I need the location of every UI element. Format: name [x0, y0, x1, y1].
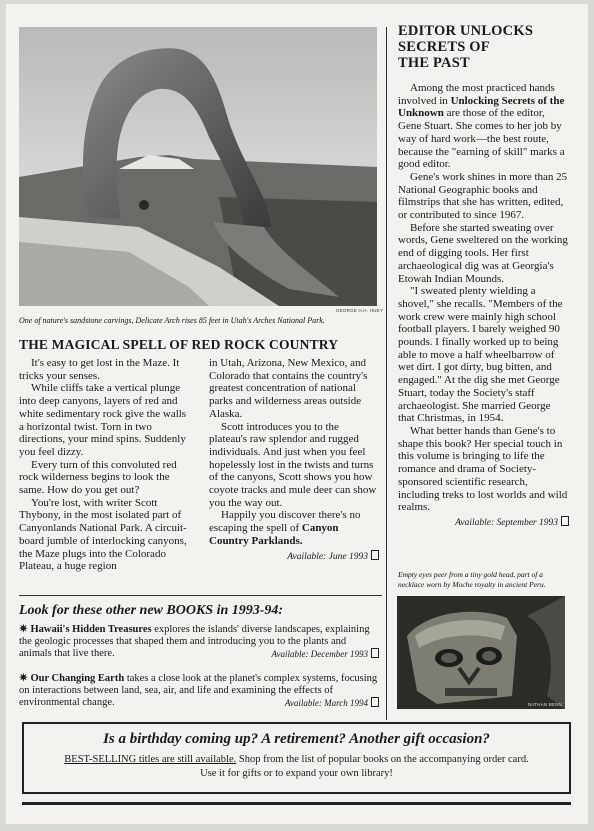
editor-heading: [398, 23, 533, 71]
book-description: takes a close look at the planet's complex systems, focusing on interactions between land, sea, air, and life and examining the effects of environmental change.: [19, 673, 378, 708]
section-divider: [19, 595, 382, 596]
delicate-arch-photo: [19, 27, 377, 306]
availability: [285, 697, 379, 709]
book-entry: [19, 673, 379, 709]
column-divider: [386, 27, 387, 720]
availability-text: Available: December 1993: [271, 649, 368, 659]
article-column-2: [209, 357, 379, 563]
availability: [209, 550, 379, 564]
article-column-1: [19, 357, 191, 573]
paragraph: in Utah, Arizona, New Mexico, and Colorado that contains the country's greatest concentration of national parks and wilderness areas outside Alaska.: [209, 357, 368, 420]
text: Happily you discover there's no escaping the spell of: [209, 509, 361, 535]
end-box-icon: [561, 516, 569, 526]
paragraph: Before she started sweating over words, Gene sweltered on the working end of digging tools. Her first archaeological dig was at Georgia's Etowah Indian Mounds.: [398, 221, 568, 285]
end-box-icon: [371, 697, 379, 707]
gold-head-illustration: [397, 596, 565, 709]
photo-credit: GEORGE H.H. HUEY: [336, 308, 383, 313]
book-title: Unlocking Secrets of the Unknown: [398, 94, 565, 120]
book-title: Our Changing Earth: [30, 673, 125, 684]
bottom-rule: [22, 802, 571, 805]
delicate-arch-illustration: [19, 27, 377, 306]
editor-heading-line: THE PAST: [398, 55, 470, 71]
article-heading: THE MAGICAL SPELL OF RED ROCK COUNTRY: [19, 337, 339, 352]
photo-caption: One of nature's sandstone carvings, Delicate Arch rises 85 feet in Utah's Arches National Park.: [19, 316, 325, 325]
star-bullet-icon: ✷: [19, 673, 28, 684]
book-description: explores the islands' diverse landscapes, explaining the geologic processes that shaped them and introducing you to the plants and animals that live there.: [19, 624, 370, 659]
availability-text: Available: June 1993: [287, 551, 368, 562]
editor-column: [398, 82, 569, 530]
paragraph: It's easy to get lost in the Maze. It tricks your senses.: [19, 357, 180, 382]
end-box-icon: [371, 648, 379, 658]
gold-head-photo: [397, 596, 565, 709]
banner-text: [24, 753, 569, 781]
availability-text: Available: September 1993: [455, 517, 558, 528]
newsletter-page: [6, 4, 588, 824]
availability: [398, 516, 569, 530]
other-books-heading: Look for these other new BOOKS in 1993-94:: [19, 603, 284, 618]
text: are those of the editor, Gene Stuart. She comes to her job by way of hard work—the best route, because the "earning of skill" marks a good editor.: [398, 107, 565, 171]
text: Among the most practiced hands involved in: [398, 82, 555, 107]
banner-line: Use it for gifts or to expand your own library!: [200, 768, 393, 779]
availability: [272, 648, 379, 660]
end-box-icon: [371, 550, 379, 560]
photo2-credit: NATHAN BENN: [527, 702, 562, 707]
paragraph: While cliffs take a vertical plunge into deep canyons, layers of red and white sedimentary rock give the walls a horizontal twist. Torn in two directions, your mind spins. Suddenly you feel dizzy.: [19, 382, 187, 458]
paragraph: You're lost, with writer Scott Thybony, in the most isolated part of Canyonlands National Park. A circuit-board jumble of interlocking canyons, the Maze plugs into the Colorado Plateau, a huge region: [19, 496, 187, 573]
paragraph: "I sweated plenty wielding a shovel," she recalls. "Members of the work crew were mainly high school football players. I barely weighed 90 pounds. I finally worked up to being able to move a half wheelbarrow of wet dirt. I got dirty, bug bitten, and engaged." At the dig she met George Stuart, today the Society's staff archaeologist. She married George that Christmas, in 1954.: [398, 285, 563, 425]
paragraph: Every turn of this convoluted red rock wilderness begins to look the same. How do you get out?: [19, 458, 177, 497]
paragraph: [398, 82, 569, 171]
banner-highlight: BEST-SELLING titles are still available.: [64, 754, 237, 765]
banner-title: Is a birthday coming up? A retirement? Another gift occasion?: [103, 731, 490, 747]
banner-line: Shop from the list of popular books on the accompanying order card.: [236, 754, 529, 765]
paragraph: Gene's work shines in more than 25 National Geographic books and filmstrips that she has written, edited, or contributed to since 1967.: [398, 170, 568, 222]
editor-heading-line: EDITOR UNLOCKS: [398, 23, 534, 39]
star-bullet-icon: ✷: [19, 624, 28, 635]
gift-banner: [22, 722, 571, 794]
book-title: Canyon Country Parklands.: [209, 522, 339, 547]
photo2-caption: Empty eyes peer from a tiny gold head, part of a necklace worn by Moche royalty in ancient Peru.: [398, 570, 546, 589]
paragraph: [209, 509, 379, 547]
editor-heading-line: SECRETS OF: [398, 39, 490, 55]
paragraph: What better hands than Gene's to shape this book? Her special touch in this volume is bringing to life the romance and drama of Society-sponsored scientific research, including treks to lost worlds and wild realms.: [398, 424, 568, 514]
book-entry: [19, 624, 379, 660]
book-title: Hawaii's Hidden Treasures: [30, 624, 152, 635]
paragraph: Scott introduces you to the plateau's raw splendor and rugged individuals. And just when you feel hopelessly lost in the twists and turns of the canyons, Scott shows you how coyote tracks and mule deer can show you the way out.: [209, 420, 377, 509]
availability-text: Available: March 1994: [284, 698, 368, 708]
